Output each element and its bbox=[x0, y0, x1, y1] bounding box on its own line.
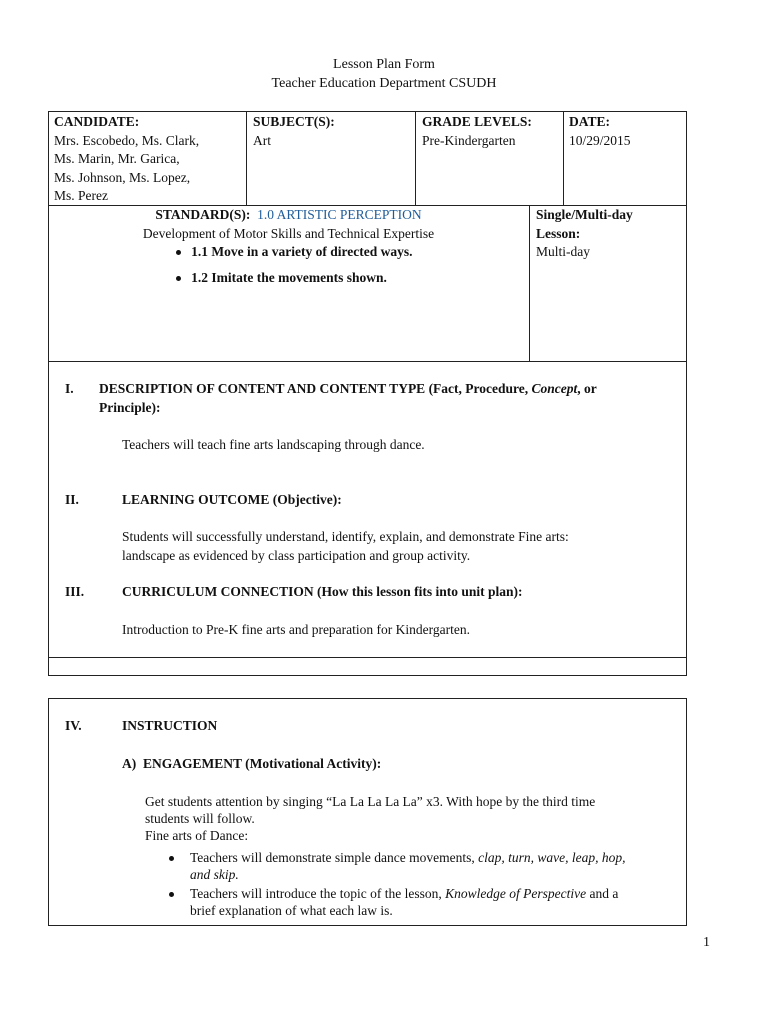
section-1-title-text: DESCRIPTION OF CONTENT AND CONTENT TYPE (Fact, Procedure, bbox=[99, 381, 532, 396]
col-divider-2 bbox=[415, 111, 416, 205]
day-label: Single/Multi-day bbox=[536, 207, 633, 222]
row-divider-3 bbox=[48, 657, 687, 658]
day-value: Multi-day bbox=[536, 244, 590, 259]
standard-item-text: 1.1 Move in a variety of directed ways. bbox=[191, 244, 413, 259]
grade-label: GRADE LEVELS: bbox=[422, 114, 532, 129]
engagement-line: Get students attention by singing “La La La La La” x3. With hope by the third time bbox=[145, 794, 596, 809]
standards-subtitle: Development of Motor Skills and Technical Expertise bbox=[142, 225, 435, 241]
candidate-line: Ms. Johnson, Ms. Lopez, bbox=[54, 169, 191, 185]
candidate-line: Mrs. Escobedo, Ms. Clark, bbox=[54, 132, 200, 148]
grade-value: Pre-Kindergarten bbox=[422, 132, 516, 148]
col-divider-4 bbox=[529, 205, 530, 361]
col-divider-3 bbox=[563, 111, 564, 205]
standards-cell bbox=[48, 206, 529, 243]
engagement-letter: A) bbox=[122, 756, 137, 771]
section-1-title-line2: Principle): bbox=[99, 399, 161, 415]
date-value: 10/29/2015 bbox=[569, 132, 631, 148]
page-number: 1 bbox=[703, 935, 710, 950]
section-2-number: II. bbox=[65, 492, 79, 507]
section-1-title bbox=[99, 380, 679, 417]
table-border-top bbox=[48, 111, 687, 112]
bullet-text: brief explanation of what each law is. bbox=[190, 903, 393, 918]
table-border-right bbox=[686, 111, 687, 676]
section-2-title: LEARNING OUTCOME (Objective): bbox=[122, 492, 342, 507]
date-cell bbox=[569, 113, 631, 150]
bullet-icon bbox=[169, 892, 174, 897]
table-border-bottom bbox=[48, 675, 687, 676]
section-4-title: INSTRUCTION bbox=[122, 718, 218, 733]
section-2-body bbox=[122, 528, 569, 565]
bullet-text-italic: and skip. bbox=[190, 867, 239, 882]
section-1-body: Teachers will teach fine arts landscaping through dance. bbox=[122, 437, 425, 452]
engagement-line: students will follow. bbox=[145, 811, 255, 826]
section-3-number: III. bbox=[65, 584, 85, 599]
bullet-text: Teachers will demonstrate simple dance movements, bbox=[190, 850, 479, 865]
engagement-bullet-text bbox=[190, 849, 680, 883]
subject-cell bbox=[253, 113, 335, 150]
candidate-line: Ms. Perez bbox=[54, 188, 108, 203]
standards-title: 1.0 ARTISTIC PERCEPTION bbox=[257, 207, 422, 222]
col-divider-1 bbox=[246, 111, 247, 205]
section-4-number: IV. bbox=[65, 718, 82, 733]
bullet-text: Teachers will introduce the topic of the lesson, bbox=[190, 886, 446, 901]
standard-item bbox=[176, 269, 387, 288]
subject-label: SUBJECT(S): bbox=[253, 114, 335, 129]
engagement-bullet bbox=[169, 849, 174, 866]
bullet-text-italic: Knowledge of Perspective bbox=[445, 886, 587, 901]
instruction-box bbox=[48, 698, 687, 926]
standards-label: STANDARD(S): bbox=[155, 207, 251, 222]
bullet-icon bbox=[176, 250, 181, 255]
section-2-body-line: Students will successfully understand, identify, explain, and demonstrate Fine arts: bbox=[122, 529, 569, 544]
engagement-heading bbox=[122, 755, 381, 774]
lesson-plan-table bbox=[48, 111, 687, 676]
section-3-body: Introduction to Pre-K fine arts and preparation for Kindergarten. bbox=[122, 622, 471, 637]
standard-item-text: 1.2 Imitate the movements shown. bbox=[191, 270, 387, 285]
section-1-title-concept: Concept bbox=[531, 381, 578, 396]
standard-item bbox=[176, 243, 412, 262]
subject-value: Art bbox=[253, 132, 271, 148]
engagement-body bbox=[145, 793, 595, 844]
engagement-bullet-text bbox=[190, 885, 680, 919]
candidate-cell bbox=[54, 113, 199, 206]
date-label: DATE: bbox=[569, 114, 611, 129]
bullet-icon bbox=[176, 276, 181, 281]
engagement-line: Fine arts of Dance: bbox=[145, 828, 249, 843]
candidate-label: CANDIDATE: bbox=[54, 114, 140, 129]
row-divider-2 bbox=[48, 361, 687, 362]
table-border-left bbox=[48, 111, 49, 676]
engagement-title: ENGAGEMENT (Motivational Activity): bbox=[143, 756, 382, 771]
candidate-line: Ms. Marin, Mr. Garica, bbox=[54, 151, 180, 166]
day-cell bbox=[536, 206, 633, 262]
bullet-icon bbox=[169, 856, 174, 861]
section-3-title: CURRICULUM CONNECTION (How this lesson fits into unit plan): bbox=[122, 584, 523, 599]
engagement-bullet bbox=[169, 885, 174, 902]
department-name: Teacher Education Department CSUDH bbox=[271, 76, 497, 91]
section-1-number: I. bbox=[65, 381, 74, 396]
bullet-text: and a bbox=[586, 886, 619, 901]
grade-cell bbox=[422, 113, 532, 150]
section-2-body-line: landscape as evidenced by class participation and group activity. bbox=[122, 547, 471, 563]
form-title: Lesson Plan Form bbox=[333, 57, 435, 72]
bullet-text-italic: clap, turn, wave, leap, hop, bbox=[478, 850, 626, 865]
day-label-2: Lesson: bbox=[536, 225, 581, 241]
section-1-title-tail: , or bbox=[577, 381, 597, 396]
